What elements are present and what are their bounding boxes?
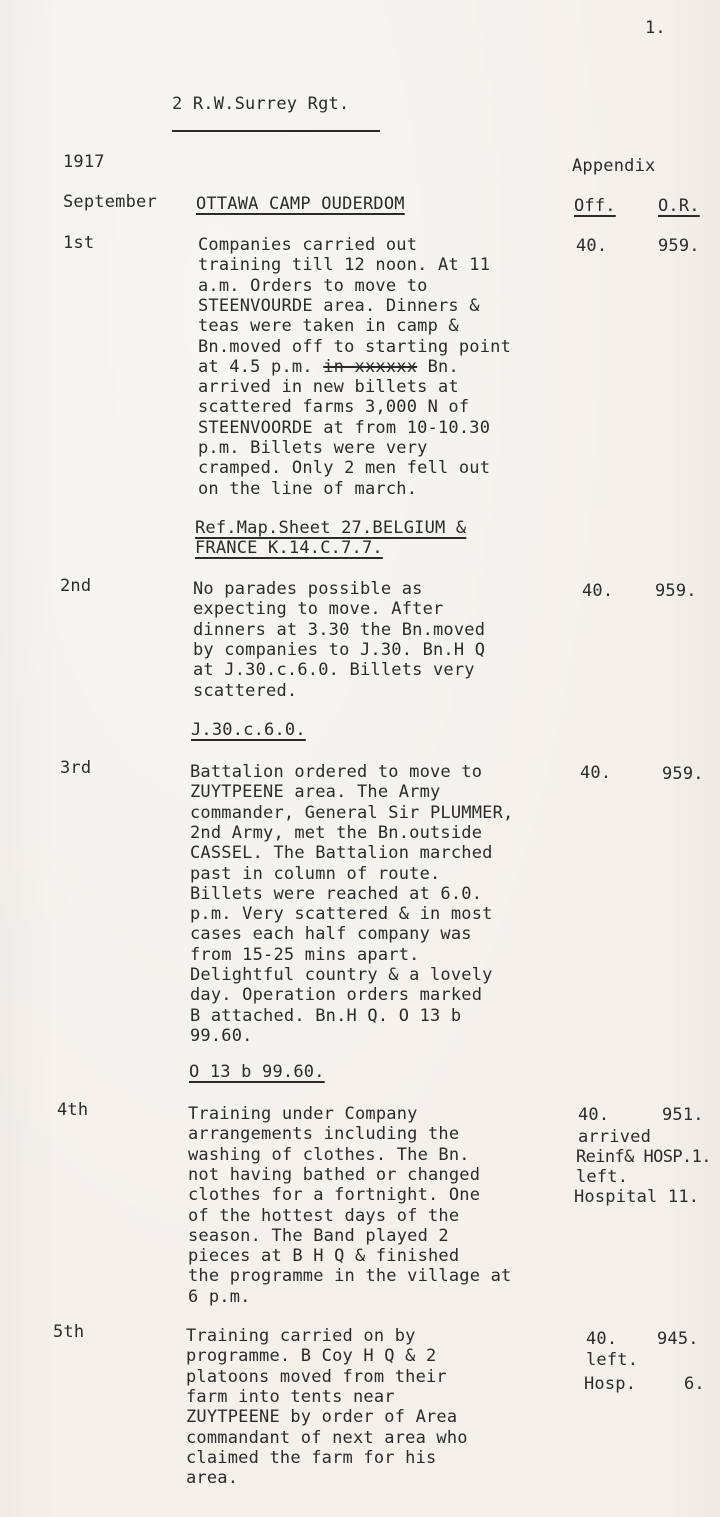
entry-line: washing of clothes. The Bn. [188,1144,470,1165]
day-4th: 4th [57,1100,89,1120]
entry-line: ZUYTPEENE by order of Area [186,1407,458,1428]
appendix-label: Appendix [572,156,656,176]
unit-title: 2 R.W.Surrey Rgt. [172,94,350,114]
entry-line: p.m. Billets were very [198,438,428,458]
entry-line: ZUYTPEENE area. The Army [190,782,441,803]
entry-line: day. Operation orders marked [190,985,483,1006]
appendix-note: Reinf& HOSP.1. [576,1147,711,1167]
entry-line: expecting to move. After [193,599,444,620]
map-reference: J.30.c.6.0. [191,720,306,740]
entry-line: Companies carried out [198,235,418,255]
appendix-note: arrived [578,1127,652,1147]
map-reference: FRANCE K.14.C.7.7. [195,538,383,558]
entry-line: pieces at B H Q & finished [188,1246,460,1267]
or-count: 945. [657,1329,699,1349]
map-reference: Ref.Map.Sheet 27.BELGIUM & [195,518,467,538]
entry-line: from 15-25 mins apart. [190,944,420,965]
entry-line: training till 12 noon. At 11 [198,255,491,276]
off-count: 40. [580,763,612,783]
appendix-note: Hospital 11. [574,1187,700,1207]
location-heading: OTTAWA CAMP OUDERDOM [196,194,405,214]
off-count: 40. [578,1105,610,1125]
entry-line: Bn.moved off to starting point [198,336,512,357]
entry-line: scattered farms 3,000 N of [198,397,470,418]
entry-line: Training carried on by [186,1326,416,1346]
entry-line: dinners at 3.30 the Bn.moved [193,619,486,640]
entry-line: at J.30.c.6.0. Billets very [193,660,475,681]
entry-line-segment: at 4.5 p.m. [198,356,313,377]
entry-line: by companies to J.30. Bn.H Q [193,639,486,660]
entry-line: clothes for a fortnight. One [188,1185,481,1206]
col-off: Off. [574,196,616,216]
entry-line: p.m. Very scattered & in most [190,904,493,925]
entry-line: not having bathed or changed [188,1164,481,1185]
or-count: 951. [662,1105,704,1125]
year: 1917 [63,152,105,172]
entry-line: commander, General Sir PLUMMER, [190,802,514,823]
entry-line: the programme in the village at [188,1266,512,1287]
off-count: 40. [582,581,614,601]
entry-line: STEENVOORDE at from 10-10.30 [198,417,491,438]
entry-line: CASSEL. The Battalion marched [190,843,493,864]
entry-line [198,357,459,377]
or-count: 959. [655,581,697,601]
struck-text: in-xxxxxx [323,356,418,377]
col-or: O.R. [658,196,700,216]
entry-line-segment: Bn. [427,356,459,377]
entry-line: cramped. Only 2 men fell out [198,458,491,479]
entry-line: 99.60. [190,1025,253,1046]
or-count: 959. [662,764,704,784]
entry-line: Delightful country & a lovely [190,965,493,985]
entry-line: No parades possible as [193,579,423,599]
appendix-note: 6. [684,1374,705,1394]
entry-line: programme. B Coy H Q & 2 [186,1346,437,1367]
appendix-note: Hosp. [584,1374,637,1394]
off-count: 40. [586,1329,618,1349]
or-count: 959. [658,236,700,256]
entry-line: 6 p.m. [188,1286,251,1307]
entry-line: arrived in new billets at [198,377,459,398]
day-1st: 1st [63,233,95,253]
entry-line: Billets were reached at 6.0. [190,883,483,904]
day-2nd: 2nd [60,576,92,596]
entry-line: 2nd Army, met the Bn.outside [190,822,483,843]
entry-line: cases each half company was [190,924,472,945]
entry-line: scattered. [193,680,298,701]
appendix-note: left. [586,1350,639,1370]
entry-line: platoons moved from their [186,1366,447,1387]
entry-line: STEENVOURDE area. Dinners & [198,295,480,316]
month: September [63,192,157,212]
off-count: 40. [576,236,608,256]
entry-line: Training under Company [188,1104,418,1124]
entry-line: past in column of route. [190,863,441,884]
entry-line: teas were taken in camp & [198,316,459,337]
title-underline [172,130,380,132]
entry-line: B attached. Bn.H Q. O 13 b [190,1005,462,1026]
page-number: 1. [645,18,666,38]
map-reference: O 13 b 99.60. [189,1062,325,1082]
day-5th: 5th [53,1322,85,1342]
entry-line: claimed the farm for his [186,1447,437,1468]
entry-line: area. [186,1468,239,1489]
appendix-note: left. [576,1167,629,1187]
entry-line: arrangements including the [188,1124,460,1145]
entry-line: on the line of march. [198,478,418,499]
entry-line: of the hottest days of the [188,1205,460,1226]
entry-line: farm into tents near [186,1386,395,1407]
entry-line: season. The Band played 2 [188,1225,449,1246]
entry-line: a.m. Orders to move to [198,275,428,296]
entry-line: Battalion ordered to move to [190,762,483,782]
day-3rd: 3rd [60,758,92,778]
entry-line: commandant of next area who [186,1427,468,1448]
